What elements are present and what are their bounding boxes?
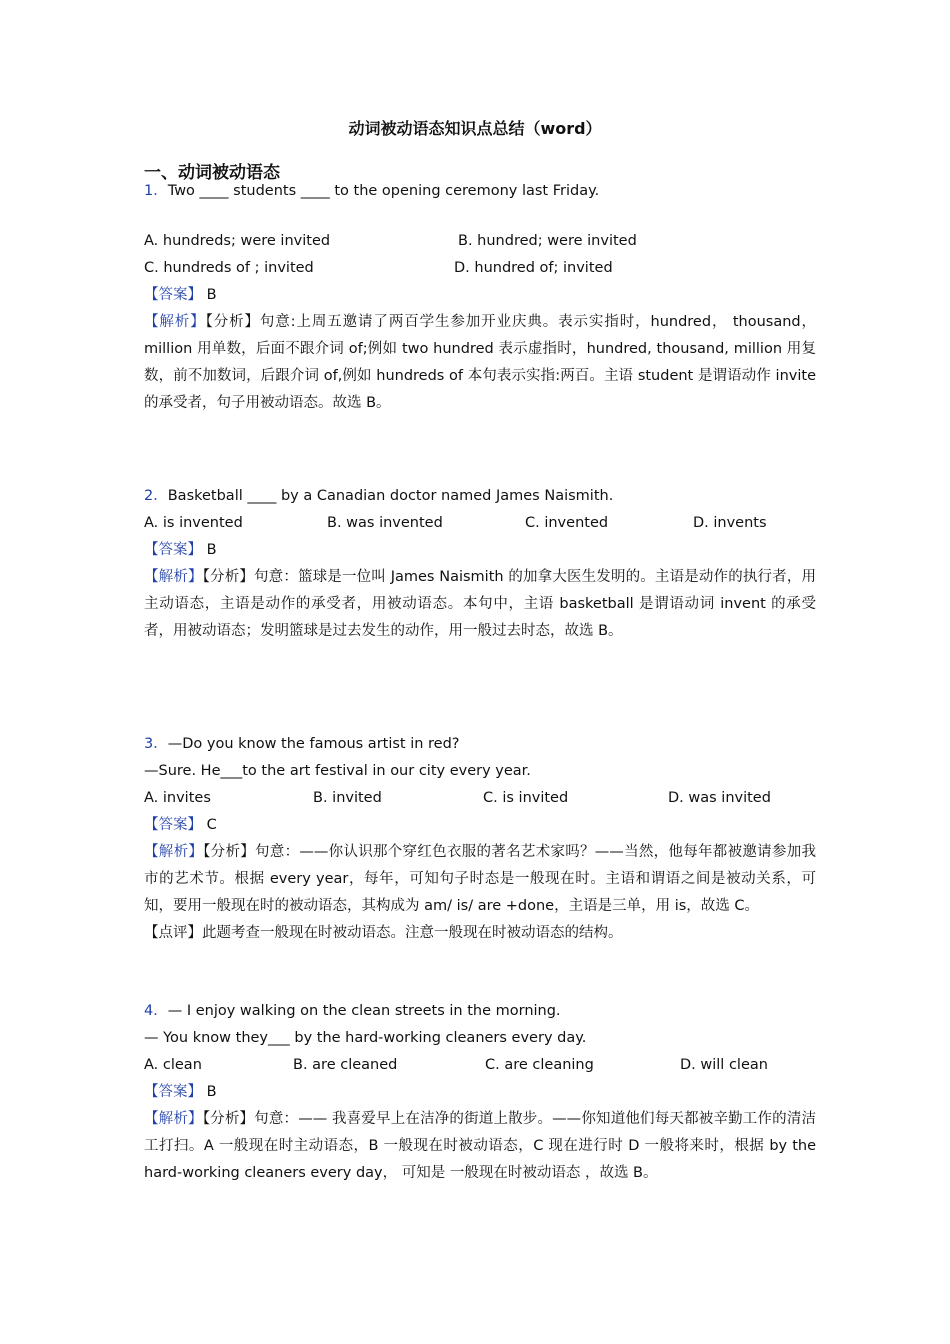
option-d[interactable]: D. invents [693, 515, 767, 531]
answer-tag: 【答案】 [144, 817, 202, 833]
question-2 [144, 483, 816, 645]
question-number: 1． [144, 183, 168, 199]
option-c[interactable]: C. invented [525, 515, 609, 531]
answer-tag: 【答案】 [144, 287, 202, 303]
option-a[interactable]: A. invites [144, 790, 211, 806]
option-a[interactable]: A. is invented [144, 515, 243, 531]
option-d[interactable]: D. was invited [668, 790, 771, 806]
analysis-text: 【分析】句意:上周五邀请了两百学生参加开业庆典。表示实指时，hundred， thousand， million 用单数，后面不跟介词 of;例如 two hundred 表示虚指时，hundred, thousand, million 用复数，前不加数词，后跟介词 of,例如 hundreds of 本句表示实指:两百。主语 student 是谓语动作 invite 的承受者，句子用被动语态。故选 B。 [144, 314, 816, 411]
question-3 [144, 731, 816, 947]
options-row [144, 785, 816, 812]
option-d[interactable]: D. will clean [680, 1057, 768, 1073]
analysis-para [144, 564, 816, 645]
answer-line [144, 282, 816, 309]
option-b[interactable]: B. was invented [327, 515, 443, 531]
question-1 [144, 178, 816, 417]
options-row-2 [144, 255, 816, 282]
analysis-text: 【分析】句意：—— 我喜爱早上在洁净的街道上散步。——你知道他们每天都被辛勤工作的清洁工打扫。A 一般现在时主动语态，B 一般现在时被动语态，C 现在进行时 D 一般将来时，根据 by the hard-working cleaners every day， 可知是 一般现在时被动语态 ，故选 B。 [144, 1111, 817, 1181]
option-a[interactable]: A. clean [144, 1057, 202, 1073]
analysis-tag: 【解析】 [144, 569, 203, 585]
question-stem [144, 483, 816, 510]
analysis-para [144, 839, 816, 920]
question-stem [144, 178, 816, 205]
option-d[interactable]: D. hundred of; invited [454, 260, 613, 276]
question-number: 3． [144, 736, 168, 752]
answer-value: C [206, 817, 217, 833]
option-c[interactable]: C. is invited [483, 790, 569, 806]
answer-tag: 【答案】 [144, 1084, 202, 1100]
stem-line-2: —Sure. He___to the art festival in our city every year. [144, 763, 531, 779]
analysis-para [144, 309, 816, 417]
section-heading: 一、动词被动语态 [144, 163, 280, 183]
options-row [144, 1052, 816, 1079]
options-row-1 [144, 228, 816, 255]
options-row [144, 510, 816, 537]
analysis-tag: 【解析】 [144, 1111, 203, 1127]
comment-para: 【点评】此题考查一般现在时被动语态。注意一般现在时被动语态的结构。 [144, 925, 623, 941]
answer-line [144, 537, 816, 564]
answer-value: B [206, 542, 217, 558]
question-stem [144, 998, 816, 1025]
analysis-text: 【分析】句意：篮球是一位叫 James Naismith 的加拿大医生发明的。主语是动作的执行者，用主动语态，主语是动作的承受者，用被动语态。本句中，主语 basketball 是谓语动词 invent 的承受者，用被动语态；发明篮球是过去发生的动作，用一般过去时态，故选 B。 [144, 569, 817, 639]
option-b[interactable]: B. invited [313, 790, 382, 806]
stem-line: Two ____ students ____ to the opening ceremony last Friday. [167, 183, 600, 199]
option-b[interactable]: B. are cleaned [293, 1057, 398, 1073]
stem-line: —Do you know the famous artist in red? [167, 736, 460, 752]
question-stem [144, 731, 816, 758]
question-number: 2． [144, 488, 168, 504]
option-b[interactable]: B. hundred; were invited [458, 233, 637, 249]
answer-line [144, 812, 816, 839]
analysis-tag: 【解析】 [144, 314, 206, 330]
answer-value: B [206, 1084, 217, 1100]
analysis-tag: 【解析】 [144, 844, 204, 860]
document-title: 动词被动语态知识点总结（word） [348, 119, 602, 138]
stem-line: — I enjoy walking on the clean streets in the morning. [167, 1003, 561, 1019]
stem-line-2: — You know they___ by the hard-working cleaners every day. [144, 1030, 587, 1046]
analysis-text: 【分析】句意：——你认识那个穿红色衣服的著名艺术家吗？——当然，他每年都被邀请参加我市的艺术节。根据 every year，每年，可知句子时态是一般现在时。主语和谓语之间是被动关系，可知，要用一般现在时的被动语态，其构成为 am/ is/ are +done，主语是三单，用 is，故选 C。 [144, 844, 816, 914]
stem-line: Basketball ____ by a Canadian doctor named James Naismith. [167, 488, 614, 504]
answer-tag: 【答案】 [144, 542, 202, 558]
option-c[interactable]: C. hundreds of ; invited [144, 260, 314, 276]
analysis-para [144, 1106, 816, 1187]
question-number: 4． [144, 1003, 168, 1019]
option-a[interactable]: A. hundreds; were invited [144, 233, 331, 249]
answer-line [144, 1079, 816, 1106]
question-4 [144, 998, 816, 1187]
option-c[interactable]: C. are cleaning [485, 1057, 594, 1073]
answer-value: B [206, 287, 217, 303]
